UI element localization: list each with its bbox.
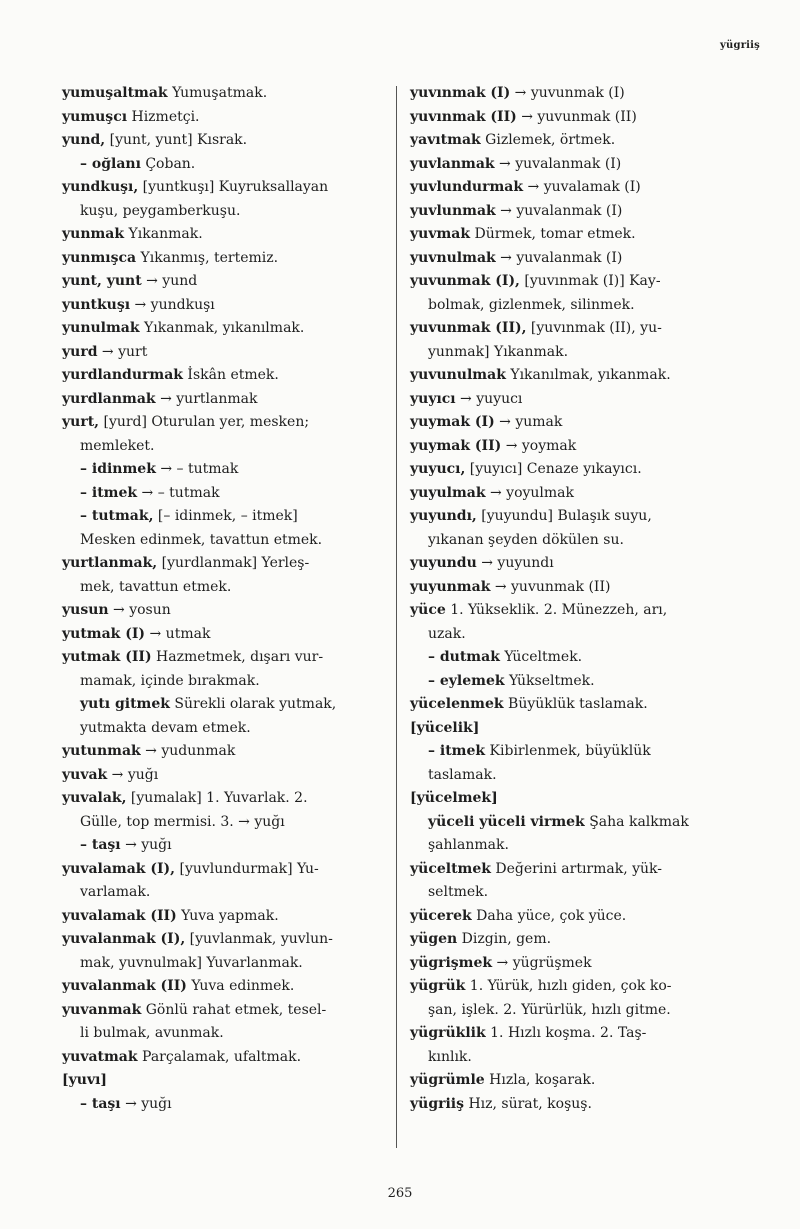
dictionary-line: [410, 82, 742, 106]
entry-headword: yunt, yunt: [62, 273, 142, 289]
entry-headword: yuvunmak (I),: [410, 273, 520, 289]
entry-definition: Yuva yapmak.: [176, 907, 279, 924]
dictionary-line: [410, 717, 742, 741]
entry-definition: → yuğı: [120, 837, 172, 853]
entry-definition: [yuyundu] Bulaşık suyu,: [476, 508, 652, 524]
dictionary-line: [410, 764, 742, 788]
dictionary-line: [62, 411, 392, 435]
dictionary-line: [62, 905, 392, 929]
entry-definition: kınlık.: [428, 1048, 472, 1065]
entry-definition: 1. Yükseklik. 2. Münezzeh, arı,: [445, 602, 668, 618]
entry-definition: [yuvlundurmak] Yu-: [175, 860, 319, 877]
dictionary-line: [62, 975, 392, 999]
entry-headword: yutı gitmek: [80, 696, 170, 712]
entry-headword: yuvnulmak: [410, 249, 496, 266]
running-head: yügriiş: [720, 40, 760, 51]
dictionary-line: [410, 834, 742, 858]
entry-definition: yutmakta devam etmek.: [80, 719, 251, 736]
entry-definition: → yuğı: [107, 766, 159, 783]
entry-headword: yuvlunmak: [410, 202, 496, 219]
entry-definition: Yıkanmış, tertemiz.: [136, 249, 279, 266]
dictionary-line: [62, 834, 392, 858]
entry-headword: – taşı: [80, 1095, 121, 1112]
entry-headword: yuvunulmak: [410, 367, 506, 383]
entry-definition: Çoban.: [140, 155, 196, 172]
entry-definition: mek, tavattun etmek.: [80, 578, 232, 595]
dictionary-line: [410, 576, 742, 600]
entry-headword: yuvak: [62, 766, 108, 783]
dictionary-line: [62, 623, 392, 647]
dictionary-line: [410, 247, 742, 271]
entry-definition: Hızla, koşarak.: [484, 1072, 596, 1088]
entry-definition: [yunt, yunt] Kısrak.: [105, 132, 248, 148]
dictionary-line: [62, 200, 392, 224]
entry-definition: → yuyundı: [476, 555, 554, 571]
entry-definition: → yosun: [108, 602, 171, 618]
entry-definition: → – tutmak: [137, 484, 220, 501]
entry-definition: → yuvunmak (II): [490, 578, 611, 595]
entry-headword: – itmek: [428, 743, 486, 759]
page-number: 265: [387, 1186, 413, 1201]
entry-headword: yurt,: [62, 414, 100, 430]
entry-definition: yıkanan şeyden dökülen su.: [428, 531, 624, 548]
entry-definition: → yuvalanmak (I): [495, 202, 623, 219]
entry-definition: → yurt: [97, 343, 148, 360]
entry-headword: [yuvı]: [62, 1072, 108, 1088]
entry-headword: yügrüklik: [410, 1025, 486, 1041]
dictionary-line: [410, 458, 742, 482]
dictionary-line: [410, 740, 742, 764]
dictionary-line: [62, 388, 392, 412]
entry-definition: uzak.: [428, 625, 466, 642]
dictionary-line: [410, 317, 742, 341]
dictionary-line: [62, 1022, 392, 1046]
dictionary-line: [410, 599, 742, 623]
dictionary-line: [62, 435, 392, 459]
entry-headword: yunulmak: [62, 320, 140, 336]
dictionary-line: [410, 975, 742, 999]
entry-headword: yuvalamak (II): [62, 907, 177, 924]
entry-definition: → yumak: [494, 414, 563, 430]
entry-headword: yuymak (II): [410, 437, 502, 454]
entry-definition: → yuvalanmak (I): [494, 155, 622, 172]
entry-definition: 1. Yürük, hızlı giden, çok ko-: [465, 978, 672, 994]
dictionary-line: [62, 858, 392, 882]
dictionary-line: [62, 787, 392, 811]
dictionary-line: [62, 740, 392, 764]
dictionary-line: [62, 764, 392, 788]
entry-headword: yuvlanmak: [410, 155, 495, 172]
dictionary-line: [62, 223, 392, 247]
entry-definition: Şaha kalkmak: [584, 813, 689, 830]
dictionary-line: [410, 106, 742, 130]
entry-definition: Daha yüce, çok yüce.: [471, 907, 627, 924]
dictionary-line: [410, 858, 742, 882]
entry-headword: yuyunmak: [410, 578, 491, 595]
dictionary-line: [410, 670, 742, 694]
entry-headword: yuvmak: [410, 226, 471, 242]
entry-headword: yüce: [410, 602, 446, 618]
entry-headword: yuvunmak (II),: [410, 320, 527, 336]
dictionary-line: [62, 599, 392, 623]
entry-headword: yuvlundurmak: [410, 179, 524, 195]
entry-headword: yutmak (II): [62, 649, 152, 665]
entry-headword: yuntkuşı: [62, 296, 131, 313]
entry-headword: yunmışca: [62, 249, 137, 266]
dictionary-line: [62, 270, 392, 294]
entry-headword: yuyundı,: [410, 508, 477, 524]
dictionary-line: [62, 82, 392, 106]
entry-headword: [yücelmek]: [410, 790, 498, 806]
entry-headword: yuymak (I): [410, 414, 495, 430]
dictionary-line: [410, 482, 742, 506]
entry-headword: yügriiş: [410, 1095, 464, 1112]
entry-definition: kuşu, peygamberkuşu.: [80, 202, 241, 219]
entry-headword: yundkuşı,: [62, 179, 139, 195]
dictionary-line: [62, 247, 392, 271]
entry-headword: yügrümle: [410, 1072, 485, 1088]
entry-headword: yuvanmak: [62, 1001, 142, 1018]
dictionary-line: [410, 411, 742, 435]
dictionary-line: [62, 646, 392, 670]
entry-definition: mamak, içinde bırakmak.: [80, 672, 260, 689]
dictionary-line: [62, 364, 392, 388]
entry-headword: yuyıcı: [410, 390, 456, 407]
entry-headword: yuvatmak: [62, 1048, 138, 1065]
entry-headword: yutunmak: [62, 743, 141, 759]
entry-definition: Yıkanmak.: [124, 226, 203, 242]
dictionary-line: [62, 153, 392, 177]
dictionary-line: [410, 176, 742, 200]
dictionary-line: [410, 881, 742, 905]
dictionary-line: [62, 1046, 392, 1070]
dictionary-line: [62, 999, 392, 1023]
entry-headword: yumuşaltmak: [62, 85, 168, 101]
dictionary-line: [410, 1022, 742, 1046]
entry-definition: memleket.: [80, 437, 155, 454]
entry-definition: Mesken edinmek, tavattun etmek.: [80, 531, 323, 548]
entry-headword: yügrişmek: [410, 954, 493, 971]
entry-definition: yunmak] Yıkanmak.: [428, 343, 569, 360]
entry-definition: Dizgin, gem.: [457, 931, 552, 947]
entry-definition: Büyüklük taslamak.: [503, 696, 648, 712]
entry-definition: Yıkanmak, yıkanılmak.: [139, 320, 305, 336]
entry-definition: [yurdlanmak] Yerleş-: [157, 555, 310, 571]
entry-headword: yücerek: [410, 907, 472, 924]
entry-headword: yurdlanmak: [62, 390, 156, 407]
dictionary-line: [410, 693, 742, 717]
entry-definition: Yükseltmek.: [504, 672, 595, 689]
entry-headword: – oğlanı: [80, 155, 141, 172]
entry-definition: → yudunmak: [140, 743, 236, 759]
entry-definition: Yuva edinmek.: [186, 978, 295, 994]
entry-headword: yumuşcı: [62, 108, 128, 125]
entry-headword: – taşı: [80, 837, 121, 853]
entry-headword: yavıtmak: [410, 132, 481, 148]
dictionary-line: [62, 294, 392, 318]
entry-definition: Değerini artırmak, yük-: [490, 860, 663, 877]
entry-headword: yuyulmak: [410, 484, 486, 501]
dictionary-line: [410, 952, 742, 976]
dictionary-line: [62, 881, 392, 905]
entry-definition: varlamak.: [80, 884, 151, 900]
dictionary-line: [62, 129, 392, 153]
dictionary-line: [62, 529, 392, 553]
dictionary-line: [62, 1069, 392, 1093]
dictionary-line: [410, 1069, 742, 1093]
entry-headword: yusun: [62, 602, 109, 618]
dictionary-line: [62, 576, 392, 600]
entry-definition: → yoyulmak: [485, 484, 575, 501]
dictionary-line: [410, 1046, 742, 1070]
entry-headword: yurd: [62, 343, 98, 360]
entry-definition: Hız, sürat, koşuş.: [464, 1095, 592, 1112]
dictionary-line: [62, 341, 392, 365]
dictionary-line: [410, 787, 742, 811]
dictionary-line: [410, 811, 742, 835]
dictionary-line: [410, 270, 742, 294]
dictionary-line: [62, 482, 392, 506]
entry-definition: Parçalamak, ufaltmak.: [137, 1048, 302, 1065]
entry-definition: → yuvalamak (I): [523, 179, 641, 195]
dictionary-line: [410, 364, 742, 388]
dictionary-line: [410, 200, 742, 224]
entry-headword: yutmak (I): [62, 625, 146, 642]
entry-definition: → – tutmak: [155, 461, 239, 477]
entry-headword: yurtlanmak,: [62, 555, 158, 571]
dictionary-line: [410, 552, 742, 576]
entry-definition: → yund: [141, 273, 198, 289]
entry-definition: 1. Hızlı koşma. 2. Taş-: [485, 1025, 647, 1041]
entry-definition: taslamak.: [428, 766, 497, 783]
entry-definition: bolmak, gizlenmek, silinmek.: [428, 296, 635, 313]
entry-headword: yuvınmak (I): [410, 85, 511, 101]
entry-definition: şan, işlek. 2. Yürürlük, hızlı gitme.: [428, 1001, 671, 1018]
entry-definition: → yuğı: [120, 1095, 172, 1112]
entry-definition: Hizmetçi.: [127, 108, 200, 125]
entry-headword: yunmak: [62, 226, 125, 242]
entry-definition: Gülle, top mermisi. 3. → yuğı: [80, 813, 285, 830]
entry-definition: seltmek.: [428, 884, 489, 900]
dictionary-line: [62, 317, 392, 341]
dictionary-line: [62, 1093, 392, 1117]
entry-headword: yuyundu: [410, 555, 477, 571]
entry-definition: Yumuşatmak.: [167, 85, 268, 101]
entry-definition: Yüceltmek.: [499, 649, 583, 665]
dictionary-line: [410, 646, 742, 670]
entry-definition: Gizlemek, örtmek.: [480, 132, 616, 148]
entry-definition: [yuyıcı] Cenaze yıkayıcı.: [465, 461, 642, 477]
entry-definition: [yuntkuşı] Kuyruksallayan: [138, 179, 329, 195]
entry-definition: → yuyucı: [455, 390, 523, 407]
entry-definition: [– idinmek, – itmek]: [153, 508, 298, 524]
dictionary-line: [62, 670, 392, 694]
dictionary-line: [410, 529, 742, 553]
entry-definition: → yuvalanmak (I): [495, 249, 623, 266]
entry-definition: İskân etmek.: [182, 367, 279, 383]
dictionary-line: [62, 458, 392, 482]
dictionary-line: [410, 129, 742, 153]
entry-headword: – dutmak: [428, 649, 500, 665]
entry-definition: Kibirlenmek, büyüklük: [485, 743, 651, 759]
entry-definition: → yoymak: [501, 437, 577, 454]
entry-definition: Yıkanılmak, yıkanmak.: [505, 367, 671, 383]
dictionary-line: [410, 1093, 742, 1117]
entry-headword: yüceli yüceli virmek: [428, 813, 585, 830]
entry-definition: → yuvunmak (II): [516, 108, 637, 125]
entry-headword: yuyucı,: [410, 461, 466, 477]
entry-definition: Dürmek, tomar etmek.: [470, 226, 636, 242]
dictionary-line: [410, 928, 742, 952]
entry-headword: yügrük: [410, 978, 466, 994]
entry-headword: yuvalanmak (I),: [62, 931, 186, 947]
dictionary-line: [410, 999, 742, 1023]
dictionary-line: [410, 905, 742, 929]
entry-headword: yuvınmak (II): [410, 108, 517, 125]
entry-definition: li bulmak, avunmak.: [80, 1025, 224, 1041]
entry-headword: yücelenmek: [410, 696, 504, 712]
entry-definition: → utmak: [145, 625, 211, 642]
dictionary-line: [410, 388, 742, 412]
dictionary-line: [62, 928, 392, 952]
dictionary-line: [62, 693, 392, 717]
left-column: [62, 82, 392, 1116]
entry-headword: yurdlandurmak: [62, 367, 183, 383]
dictionary-line: [410, 435, 742, 459]
dictionary-line: [62, 552, 392, 576]
entry-definition: → yuvunmak (I): [510, 85, 625, 101]
dictionary-line: [410, 223, 742, 247]
entry-definition: şahlanmak.: [428, 837, 509, 853]
dictionary-line: [410, 623, 742, 647]
dictionary-line: [62, 952, 392, 976]
dictionary-line: [62, 717, 392, 741]
dictionary-line: [410, 505, 742, 529]
entry-definition: → yurtlanmak: [155, 390, 258, 407]
entry-definition: mak, yuvnulmak] Yuvarlanmak.: [80, 954, 303, 971]
entry-headword: yuvalanmak (II): [62, 978, 187, 994]
entry-headword: [yücelik]: [410, 719, 480, 736]
entry-definition: → yügrüşmek: [492, 954, 592, 971]
entry-definition: [yuvınmak (I)] Kay-: [519, 273, 661, 289]
dictionary-line: [410, 294, 742, 318]
dictionary-line: [62, 505, 392, 529]
right-column: [410, 82, 742, 1116]
dictionary-line: [62, 811, 392, 835]
entry-definition: Hazmetmek, dışarı vur-: [151, 649, 324, 665]
entry-headword: – eylemek: [428, 672, 505, 689]
dictionary-line: [410, 341, 742, 365]
entry-definition: [yuvlanmak, yuvlun-: [185, 931, 333, 947]
entry-definition: Sürekli olarak yutmak,: [169, 696, 337, 712]
entry-definition: [yurd] Oturulan yer, mesken;: [99, 414, 310, 430]
entry-headword: yund,: [62, 132, 106, 148]
entry-headword: – tutmak,: [80, 508, 154, 524]
entry-definition: [yuvınmak (II), yu-: [526, 320, 662, 336]
entry-definition: [yumalak] 1. Yuvarlak. 2.: [126, 790, 308, 806]
entry-headword: – itmek: [80, 484, 138, 501]
dictionary-line: [410, 153, 742, 177]
dictionary-line: [62, 176, 392, 200]
entry-headword: yüceltmek: [410, 860, 491, 877]
entry-headword: yuvalak,: [62, 790, 127, 806]
entry-definition: Gönlü rahat etmek, tesel-: [141, 1001, 327, 1018]
entry-headword: yügen: [410, 931, 458, 947]
dictionary-line: [62, 106, 392, 130]
entry-headword: – idinmek: [80, 461, 156, 477]
entry-definition: → yundkuşı: [130, 296, 215, 313]
entry-headword: yuvalamak (I),: [62, 860, 176, 877]
column-rule: [396, 86, 397, 1148]
